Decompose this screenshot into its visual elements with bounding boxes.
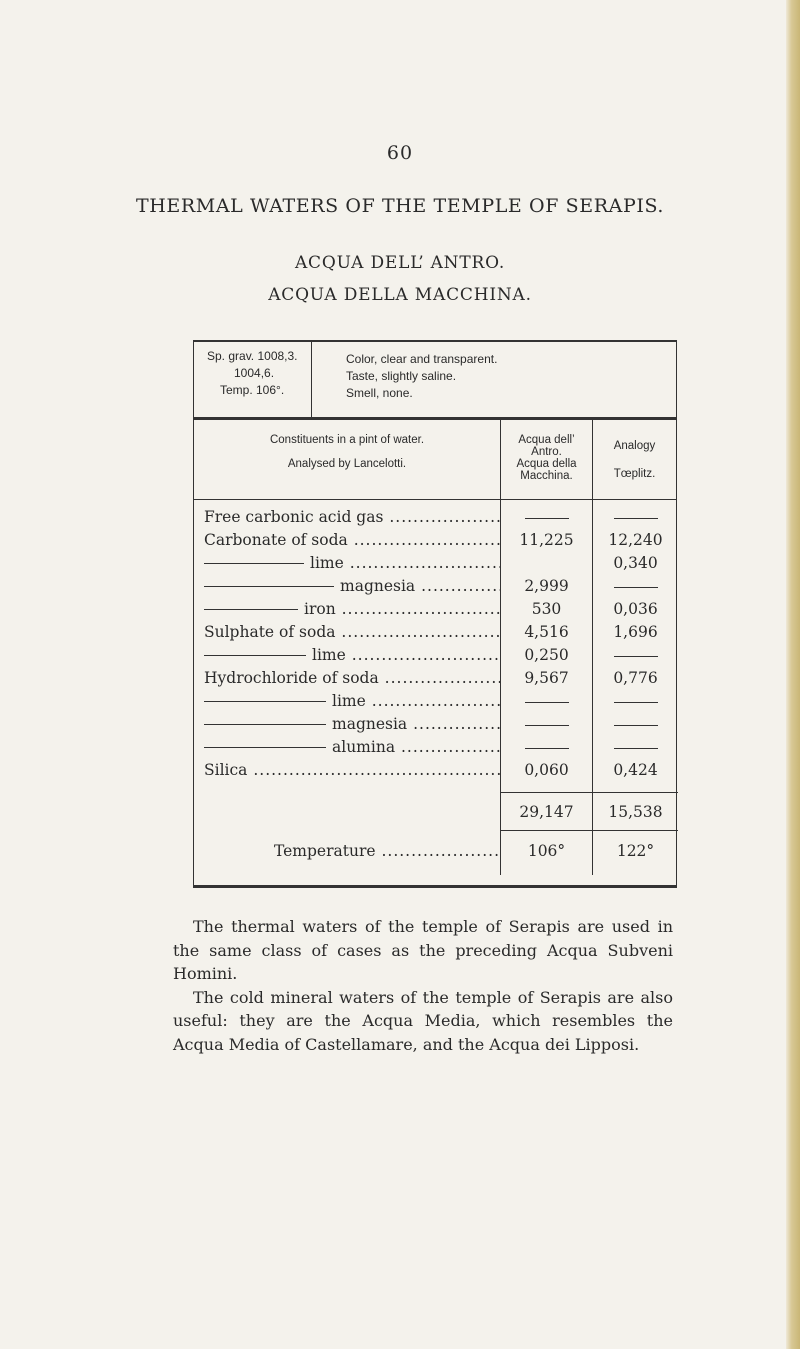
temperature-label: Temperature ..... (274, 842, 500, 860)
row-label-text: lime (312, 646, 346, 664)
specific-gravity-cell (194, 342, 312, 417)
acqua-header-line-1: Acqua dell’ (518, 434, 575, 446)
row-label-text: lime (310, 554, 344, 572)
empty-dash (525, 702, 569, 703)
table-row (194, 669, 676, 691)
analogy-value: 0,036 (613, 600, 658, 618)
subtitle-acqua-della-macchina: ACQUA DELLA MACCHINA. (268, 285, 532, 305)
totals-rule (500, 792, 678, 793)
smell-line: Smell, none. (346, 386, 413, 400)
empty-dash (614, 725, 658, 726)
analogy-value: 0,424 (613, 761, 658, 779)
table-row (194, 715, 676, 737)
row-label (204, 715, 500, 733)
row-label (204, 646, 500, 664)
page-number: 60 (386, 142, 414, 164)
sensory-properties-cell (316, 342, 676, 402)
acqua-header-line-3: Acqua della (516, 458, 577, 470)
ditto-rule (204, 563, 304, 564)
analogy-total: 15,538 (608, 803, 663, 821)
analogy-header-line-1: Analogy (613, 440, 656, 452)
row-label: Carbonate of soda ..... (204, 531, 500, 549)
constituents-header (194, 420, 501, 499)
analogy-header (593, 420, 676, 499)
totals-row (194, 803, 676, 825)
row-label (204, 554, 500, 572)
table-row (194, 646, 676, 668)
analogy-temperature: 122° (616, 842, 655, 860)
ditto-rule (204, 609, 298, 610)
table-row (194, 623, 676, 645)
paragraph-2: The cold mineral waters of the temple of Serapis are also useful: they are the Acqua Media, which resembles the Acqua Media of Castellamare, and the Acqua dei Lipposi. (173, 987, 673, 1054)
empty-dash (614, 656, 658, 657)
table-row (194, 508, 676, 530)
empty-dash (525, 748, 569, 749)
acqua-value: 0,250 (524, 646, 569, 664)
dash-mark (501, 692, 592, 710)
table-row (194, 554, 676, 576)
row-label (204, 577, 500, 595)
ditto-rule (204, 701, 326, 702)
dash-mark (593, 508, 678, 526)
row-label: Sulphate of soda ..... (204, 623, 500, 641)
empty-dash (614, 702, 658, 703)
ditto-rule (204, 586, 334, 587)
acqua-total: 29,147 (519, 803, 574, 821)
temperature-row (194, 842, 676, 864)
analogy-value: 1,696 (613, 623, 658, 641)
empty-dash (525, 518, 569, 519)
table-row (194, 531, 676, 553)
table-row (194, 600, 676, 622)
row-label: Silica ..... (204, 761, 500, 779)
dash-mark (593, 646, 678, 664)
analogy-value: 12,240 (608, 531, 663, 549)
acqua-value: 2,999 (524, 577, 569, 595)
acqua-temperature: 106° (527, 842, 566, 860)
analogy-value: 0,776 (613, 669, 658, 687)
page-title: THERMAL WATERS OF THE TEMPLE OF SERAPIS. (135, 195, 665, 217)
table-body (194, 500, 676, 885)
row-label-text: magnesia (332, 715, 408, 733)
acqua-value: 11,225 (519, 531, 574, 549)
row-label-text: lime (332, 692, 366, 710)
table-row (194, 692, 676, 714)
analysis-table (193, 340, 677, 888)
sp-grav-line: Sp. grav. 1008,3. (207, 349, 298, 363)
properties-header (194, 342, 676, 420)
dash-mark (593, 692, 678, 710)
empty-dash (614, 748, 658, 749)
row-label-text: alumina (332, 738, 396, 756)
acqua-value: 0,060 (524, 761, 569, 779)
temp-line: Temp. 106°. (220, 383, 285, 397)
ditto-rule (204, 655, 306, 656)
row-label: Free carbonic acid gas ..... (204, 508, 500, 526)
row-label: Hydrochloride of soda ..... (204, 669, 500, 687)
acqua-header-line-4: Macchina. (520, 470, 573, 482)
ditto-rule (204, 747, 326, 748)
analogy-header-line-2: Tœplitz. (613, 468, 656, 480)
ditto-rule (204, 724, 326, 725)
row-label (204, 600, 500, 618)
row-label (204, 738, 500, 756)
constituents-header-line-1: Constituents in a pint of water. (269, 434, 425, 446)
acqua-value: 9,567 (524, 669, 569, 687)
analogy-value: 0,340 (613, 554, 658, 572)
acqua-value: 530 (531, 600, 562, 618)
dash-mark (501, 715, 592, 733)
dash-mark (501, 508, 592, 526)
empty-dash (614, 587, 658, 588)
empty-dash (525, 725, 569, 726)
acqua-value: 4,516 (524, 623, 569, 641)
sp-grav-line-2: 1004,6. (234, 366, 275, 380)
body-paragraphs (173, 915, 673, 1056)
dash-mark (501, 738, 592, 756)
row-label-text: magnesia (340, 577, 416, 595)
table-row (194, 738, 676, 760)
constituents-header-line-2: Analysed by Lancelotti. (287, 458, 407, 470)
dash-mark (593, 577, 678, 595)
empty-dash (614, 518, 658, 519)
table-row (194, 577, 676, 599)
column-header-row (194, 420, 676, 500)
table-row (194, 761, 676, 783)
dash-mark (593, 715, 678, 733)
color-line: Color, clear and transparent. (346, 352, 498, 366)
row-label (204, 692, 500, 710)
paragraph-1: The thermal waters of the temple of Serapis are used in the same class of cases as the preceding Acqua Subveni Homini. (173, 917, 673, 983)
dash-mark (593, 738, 678, 756)
temperature-rule (500, 830, 678, 831)
acqua-header-line-2: Antro. (531, 446, 562, 458)
subtitle-acqua-dell-antro: ACQUA DELL’ ANTRO. (294, 253, 506, 273)
row-label-text: iron (304, 600, 336, 618)
taste-line: Taste, slightly saline. (346, 369, 457, 383)
acqua-header (501, 420, 593, 499)
